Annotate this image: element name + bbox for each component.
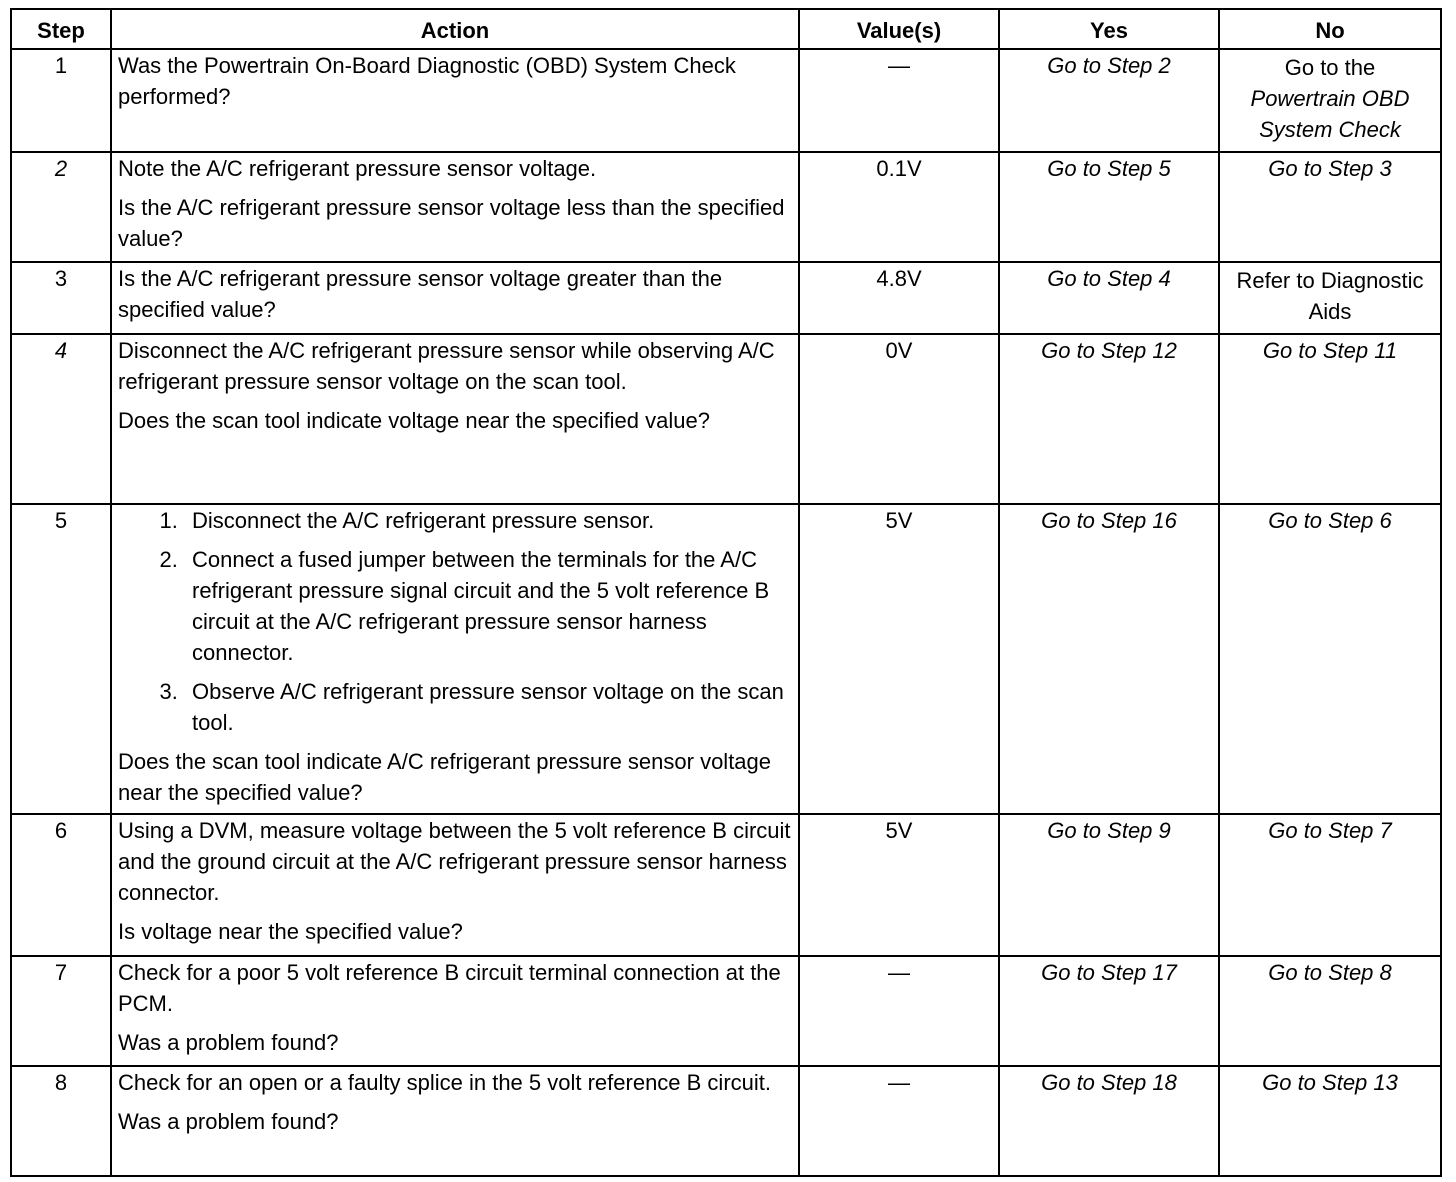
action-question: Is voltage near the specified value? [118, 919, 463, 944]
action-cell [111, 334, 799, 504]
header-values: Value(s) [799, 9, 999, 49]
action-cell [111, 262, 799, 334]
table-row [11, 262, 1441, 334]
no-cell: Go to Step 6 [1219, 504, 1441, 814]
step-number: 7 [11, 956, 111, 1066]
no-cell: Go to Step 13 [1219, 1066, 1441, 1176]
action-cell [111, 814, 799, 956]
action-question: Was a problem found? [118, 1109, 339, 1134]
list-item: 2. Connect a fused jumper between the terminals for the A/C refrigerant pressure signal circuit and the 5 volt reference B circuit at the A/C refrigerant pressure sensor harness connector. [184, 544, 792, 668]
action-question: Does the scan tool indicate A/C refrigerant pressure sensor voltage near the specified value? [118, 749, 772, 805]
yes-cell: Go to Step 4 [999, 262, 1219, 334]
action-cell [111, 49, 799, 152]
action-text: Check for a poor 5 volt reference B circuit terminal connection at the PCM. [118, 960, 781, 1016]
action-question: Is the A/C refrigerant pressure sensor voltage greater than the specified value? [118, 266, 723, 322]
action-text: Note the A/C refrigerant pressure sensor voltage. [118, 156, 597, 181]
action-list [118, 505, 792, 738]
list-item: 3. Observe A/C refrigerant pressure sensor voltage on the scan tool. [184, 676, 792, 738]
value-cell: 5V [799, 814, 999, 956]
yes-cell: Go to Step 5 [999, 152, 1219, 262]
no-cell: Go to Step 11 [1219, 334, 1441, 504]
list-item: 1. Disconnect the A/C refrigerant pressure sensor. [184, 505, 792, 536]
no-cell [1219, 49, 1441, 152]
diagnostic-table [10, 8, 1442, 1177]
step-number: 8 [11, 1066, 111, 1176]
header-row [11, 9, 1441, 49]
value-cell: — [799, 1066, 999, 1176]
no-cell: Refer to Diagnostic Aids [1219, 262, 1441, 334]
step-number: 2 [11, 152, 111, 262]
value-cell: 4.8V [799, 262, 999, 334]
step-number: 3 [11, 262, 111, 334]
action-question: Was a problem found? [118, 1030, 339, 1055]
table-row [11, 334, 1441, 504]
action-cell [111, 956, 799, 1066]
step-number: 5 [11, 504, 111, 814]
action-text: Check for an open or a faulty splice in the 5 volt reference B circuit. [118, 1070, 771, 1095]
action-cell [111, 152, 799, 262]
no-cell: Go to Step 3 [1219, 152, 1441, 262]
table-row [11, 152, 1441, 262]
value-cell: 0V [799, 334, 999, 504]
table-row [11, 1066, 1441, 1176]
table-row [11, 504, 1441, 814]
no-cell: Go to Step 7 [1219, 814, 1441, 956]
action-question: Is the A/C refrigerant pressure sensor voltage less than the specified value? [118, 195, 785, 251]
step-number: 1 [11, 49, 111, 152]
table-row [11, 814, 1441, 956]
action-text: Disconnect the A/C refrigerant pressure sensor while observing A/C refrigerant pressure sensor voltage on the scan tool. [118, 338, 775, 394]
yes-cell: Go to Step 12 [999, 334, 1219, 504]
diagnostic-table-container [10, 8, 1442, 1177]
value-cell: — [799, 49, 999, 152]
action-text: Using a DVM, measure voltage between the 5 volt reference B circuit and the ground circuit at the A/C refrigerant pressure sensor harness connector. [118, 818, 791, 905]
yes-cell: Go to Step 16 [999, 504, 1219, 814]
no-cell: Go to Step 8 [1219, 956, 1441, 1066]
value-cell: — [799, 956, 999, 1066]
no-text: Go to the [1284, 55, 1376, 80]
yes-cell: Go to Step 17 [999, 956, 1219, 1066]
header-action: Action [111, 9, 799, 49]
step-number: 4 [11, 334, 111, 504]
action-cell [111, 504, 799, 814]
value-cell: 0.1V [799, 152, 999, 262]
table-row [11, 956, 1441, 1066]
header-yes: Yes [999, 9, 1219, 49]
header-step: Step [11, 9, 111, 49]
header-no: No [1219, 9, 1441, 49]
action-cell [111, 1066, 799, 1176]
yes-cell: Go to Step 9 [999, 814, 1219, 956]
table-row [11, 49, 1441, 152]
action-question: Does the scan tool indicate voltage near the specified value? [118, 408, 710, 433]
step-number: 6 [11, 814, 111, 956]
no-link-text: Powertrain OBD System Check [1250, 86, 1410, 142]
value-cell: 5V [799, 504, 999, 814]
yes-cell: Go to Step 2 [999, 49, 1219, 152]
yes-cell: Go to Step 18 [999, 1066, 1219, 1176]
action-text: Was the Powertrain On-Board Diagnostic (OBD) System Check performed? [118, 53, 736, 109]
